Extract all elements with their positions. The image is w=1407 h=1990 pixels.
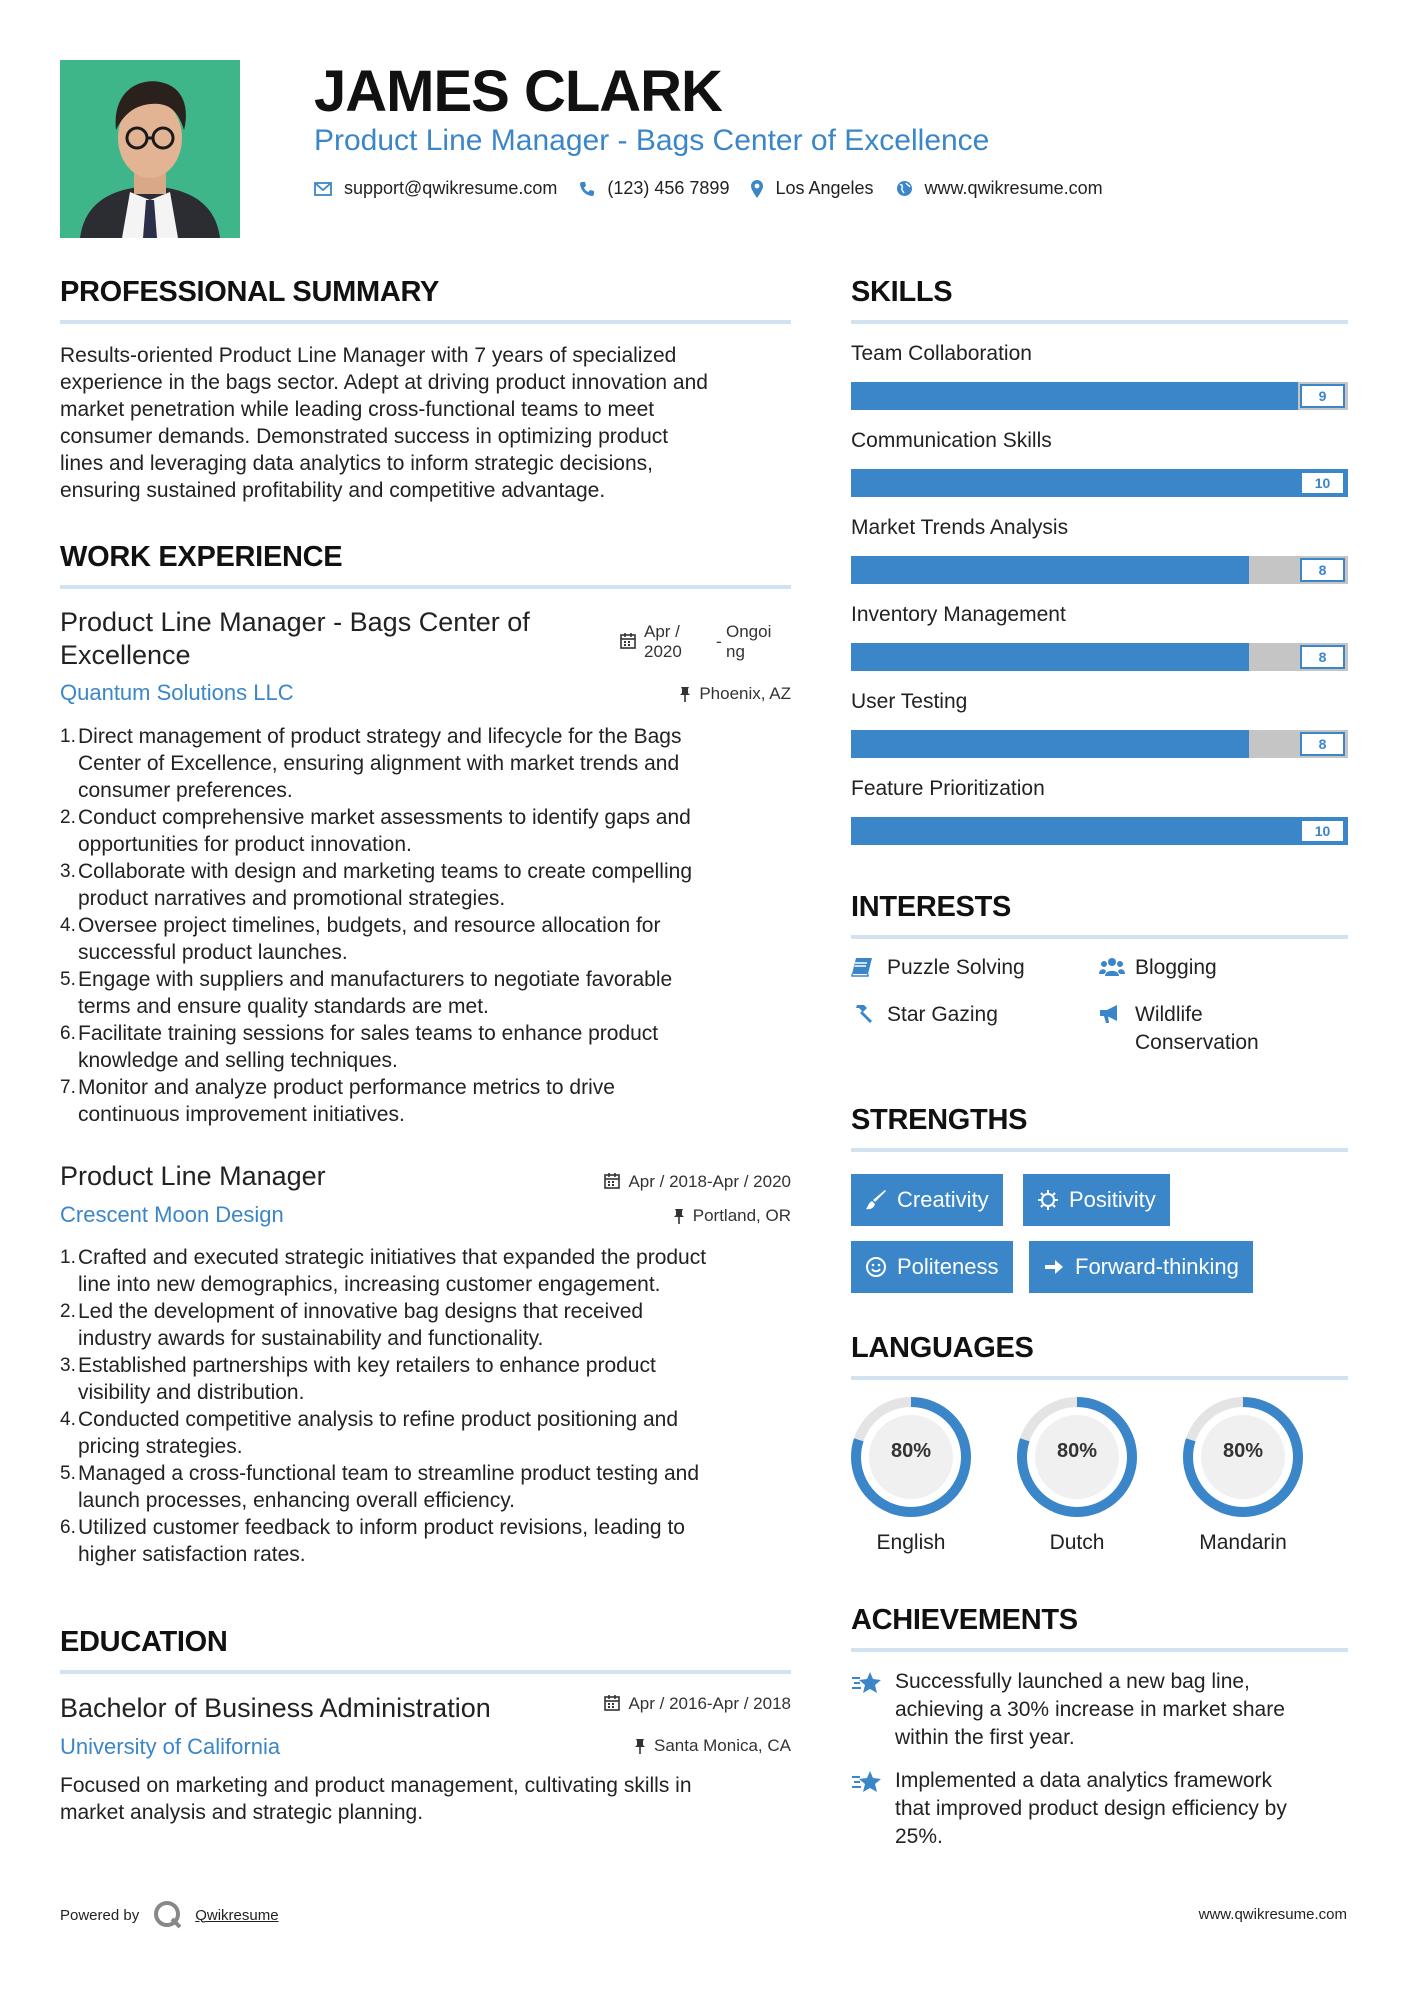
language-percent: 80% — [1222, 1440, 1264, 1462]
sun-icon — [1037, 1189, 1059, 1211]
list-item: Collaborate with design and marketing teams to create compelling product narratives and promotional strategies. — [78, 860, 692, 910]
summary-line: Results-oriented Product Line Manager with 7 years of specialized — [60, 344, 677, 367]
summary-divider — [60, 320, 791, 324]
list-item: Conducted competitive analysis to refine product positioning and pricing strategies. — [78, 1408, 679, 1458]
pushpin-icon — [634, 1736, 646, 1754]
list-item: Managed a cross-functional team to streamline product testing and launch processes, enhancing overall efficiency. — [78, 1462, 700, 1512]
job-duties-list — [60, 723, 800, 1128]
list-item: Utilized customer feedback to inform product revisions, leading to higher satisfaction rates. — [78, 1516, 685, 1566]
website-text: www.qwikresume.com — [924, 178, 1103, 198]
skills-heading: SKILLS — [851, 276, 953, 308]
skill-score-badge: 9 — [1300, 384, 1345, 408]
language-item — [1016, 1396, 1138, 1554]
envelope-icon — [314, 182, 332, 196]
pushpin-icon — [673, 1206, 685, 1224]
achievement-text: Implemented a data analytics framework that improved product design efficiency by 25%. — [895, 1769, 1287, 1848]
job-location — [673, 1206, 791, 1226]
summary-text — [60, 342, 800, 504]
job-title-line: Product Line Manager - Bags Center of — [60, 607, 530, 637]
hammer-icon — [851, 1001, 879, 1024]
interest-item — [851, 1001, 998, 1029]
skill-score-badge: 8 — [1300, 645, 1345, 669]
language-name: English — [876, 1531, 946, 1554]
skill-name: User Testing — [851, 690, 968, 713]
job-dates — [604, 1172, 791, 1192]
language-item — [1182, 1396, 1304, 1554]
school-name: University of California — [60, 1734, 281, 1759]
contact-email[interactable] — [314, 178, 557, 199]
skill-name: Inventory Management — [851, 603, 1066, 626]
strength-chip — [851, 1174, 1003, 1226]
language-percent: 80% — [890, 1440, 932, 1462]
skill-bar-fill — [851, 382, 1298, 410]
email-text: support@qwikresume.com — [344, 178, 558, 198]
strength-chip — [1023, 1174, 1170, 1226]
interest-label: Wildlife Conservation — [1135, 1003, 1259, 1054]
education-description — [60, 1772, 800, 1826]
summary-line: market penetration while leading cross-functional teams to meet — [60, 398, 655, 421]
date-start — [644, 622, 716, 662]
star-icon — [851, 1668, 895, 1752]
job-title-line: Excellence — [60, 640, 191, 670]
pushpin-icon — [679, 684, 691, 702]
strengths-divider — [851, 1148, 1348, 1152]
interest-label: Star Gazing — [887, 1003, 998, 1026]
achievement-text: Successfully launched a new bag line, achieving a 30% increase in market share within the first year. — [895, 1670, 1285, 1749]
work-heading: WORK EXPERIENCE — [60, 541, 343, 573]
skills-divider — [851, 320, 1348, 324]
education-dates — [604, 1694, 791, 1714]
list-item: Direct management of product strategy and lifecycle for the Bags Center of Excellence, ensuring alignment with market trends and consumer preferences. — [78, 725, 682, 802]
job-location-text: Portland, OR — [692, 1206, 791, 1225]
job-dates — [620, 622, 771, 662]
interests-heading: INTERESTS — [851, 891, 1012, 923]
job-dates-text: Apr / 2018-Apr / 2020 — [628, 1172, 791, 1191]
book-icon — [851, 954, 879, 977]
skill-bar-fill — [851, 469, 1348, 497]
list-item: Led the development of innovative bag designs that received industry awards for sustainability and functionality. — [78, 1300, 644, 1350]
contact-bar — [314, 178, 1125, 199]
strengths-heading: STRENGTHS — [851, 1104, 1028, 1136]
strength-label: Forward-thinking — [1075, 1254, 1239, 1279]
education-heading: EDUCATION — [60, 1626, 228, 1658]
powered-by-text: Powered by — [60, 1906, 140, 1924]
calendar-icon — [620, 622, 636, 649]
contact-phone[interactable] — [579, 178, 729, 199]
phone-icon — [579, 181, 595, 197]
list-item: Conduct comprehensive market assessments to identify gaps and opportunities for product innovation. — [78, 806, 691, 856]
location-text: Los Angeles — [775, 178, 874, 198]
interest-item — [851, 954, 1025, 982]
achievements-divider — [851, 1648, 1348, 1652]
skill-bar-fill — [851, 730, 1249, 758]
skill-bar — [851, 469, 1348, 497]
candidate-title: Product Line Manager - Bags Center of Excellence — [314, 124, 990, 157]
language-name: Dutch — [1049, 1531, 1105, 1554]
brush-icon — [865, 1189, 887, 1211]
contact-location — [751, 178, 873, 199]
strength-label: Politeness — [897, 1254, 999, 1279]
calendar-icon — [604, 1172, 620, 1189]
date-end-line: ng — [726, 642, 745, 661]
achievements-heading: ACHIEVEMENTS — [851, 1604, 1078, 1636]
education-dates-text: Apr / 2016-Apr / 2018 — [628, 1694, 791, 1713]
interest-label: Blogging — [1135, 956, 1217, 979]
languages-heading: LANGUAGES — [851, 1332, 1034, 1364]
languages-divider — [851, 1376, 1348, 1380]
summary-heading: PROFESSIONAL SUMMARY — [60, 276, 440, 308]
language-item — [850, 1396, 972, 1554]
list-item: Crafted and executed strategic initiatives that expanded the product line into new demographics, increasing customer engagement. — [78, 1246, 707, 1296]
company-name: Crescent Moon Design — [60, 1202, 284, 1227]
skill-score-badge: 10 — [1300, 819, 1345, 843]
job-location — [679, 684, 791, 704]
skill-bar — [851, 817, 1348, 845]
summary-line: experience in the bags sector. Adept at driving product innovation and — [60, 371, 708, 394]
job-duties-list — [60, 1244, 800, 1568]
arrow-right-icon — [1043, 1256, 1065, 1278]
strength-label: Creativity — [897, 1187, 989, 1212]
skill-name: Team Collaboration — [851, 342, 1032, 365]
list-item: Engage with suppliers and manufacturers to negotiate favorable terms and ensure quality standards are met. — [78, 968, 673, 1018]
list-item: Oversee project timelines, budgets, and resource allocation for successful product launches. — [78, 914, 661, 964]
achievement-item — [851, 1668, 1351, 1752]
list-item: Monitor and analyze product performance metrics to drive continuous improvement initiatives. — [78, 1076, 615, 1126]
education-divider — [60, 1670, 791, 1674]
summary-line: lines and leveraging data analytics to inform strategic decisions, — [60, 452, 653, 475]
skill-name: Feature Prioritization — [851, 777, 1045, 800]
candidate-name: JAMES CLARK — [314, 59, 722, 124]
skill-score-badge: 8 — [1300, 732, 1345, 756]
education-line: Focused on marketing and product management, cultivating skills in — [60, 1774, 692, 1797]
skill-score-badge: 10 — [1300, 471, 1345, 495]
phone-text: (123) 456 7899 — [607, 178, 730, 198]
skill-bar — [851, 382, 1348, 410]
interest-label: Puzzle Solving — [887, 956, 1025, 979]
job-title: Product Line Manager — [60, 1161, 326, 1191]
date-end-line: Ongoi — [726, 622, 772, 641]
list-item: Established partnerships with key retailers to enhance product visibility and distribution. — [78, 1354, 656, 1404]
brand-link[interactable]: Qwikresume — [195, 1906, 279, 1924]
footer-powered-by — [60, 1900, 279, 1930]
calendar-icon — [604, 1694, 620, 1711]
skill-score-badge: 8 — [1300, 558, 1345, 582]
globe-icon — [896, 180, 913, 197]
language-name: Mandarin — [1199, 1531, 1287, 1554]
strength-label: Positivity — [1069, 1187, 1156, 1212]
interest-item — [1099, 954, 1217, 982]
date-separator: - — [716, 632, 722, 651]
map-marker-icon — [751, 180, 763, 198]
language-percent: 80% — [1056, 1440, 1098, 1462]
summary-line: consumer demands. Demonstrated success in optimizing product — [60, 425, 669, 448]
list-item: Facilitate training sessions for sales teams to enhance product knowledge and selling techniques. — [78, 1022, 659, 1072]
skill-bar — [851, 643, 1348, 671]
education-location-text: Santa Monica, CA — [653, 1736, 791, 1755]
degree-title: Bachelor of Business Administration — [60, 1693, 491, 1723]
strength-chip — [1029, 1241, 1253, 1293]
profile-photo — [60, 60, 240, 238]
skill-bar — [851, 730, 1348, 758]
skill-bar-fill — [851, 556, 1249, 584]
contact-website[interactable] — [896, 178, 1103, 199]
qwikresume-logo-icon — [153, 1900, 183, 1930]
users-icon — [1099, 954, 1127, 977]
bullhorn-icon — [1099, 1001, 1127, 1024]
job-title — [60, 606, 600, 672]
star-icon — [851, 1767, 895, 1851]
date-start-line: 2020 — [644, 642, 682, 661]
skill-name: Market Trends Analysis — [851, 516, 1069, 539]
skill-bar-fill — [851, 817, 1348, 845]
work-divider — [60, 585, 791, 589]
summary-line: ensuring sustained profitability and competitive advantage. — [60, 479, 606, 502]
skill-bar-fill — [851, 643, 1249, 671]
job-location-text: Phoenix, AZ — [699, 684, 791, 703]
footer-website-link[interactable]: www.qwikresume.com — [1198, 1906, 1347, 1923]
interest-item — [1099, 1001, 1259, 1057]
skill-bar — [851, 556, 1348, 584]
education-location — [634, 1736, 791, 1756]
achievement-item — [851, 1767, 1351, 1851]
date-start-line: Apr / — [644, 622, 680, 641]
education-line: market analysis and strategic planning. — [60, 1801, 424, 1824]
company-name: Quantum Solutions LLC — [60, 680, 294, 705]
strength-chip — [851, 1241, 1013, 1293]
date-end — [726, 622, 771, 662]
interests-divider — [851, 935, 1348, 939]
smile-icon — [865, 1256, 887, 1278]
skill-name: Communication Skills — [851, 429, 1052, 452]
